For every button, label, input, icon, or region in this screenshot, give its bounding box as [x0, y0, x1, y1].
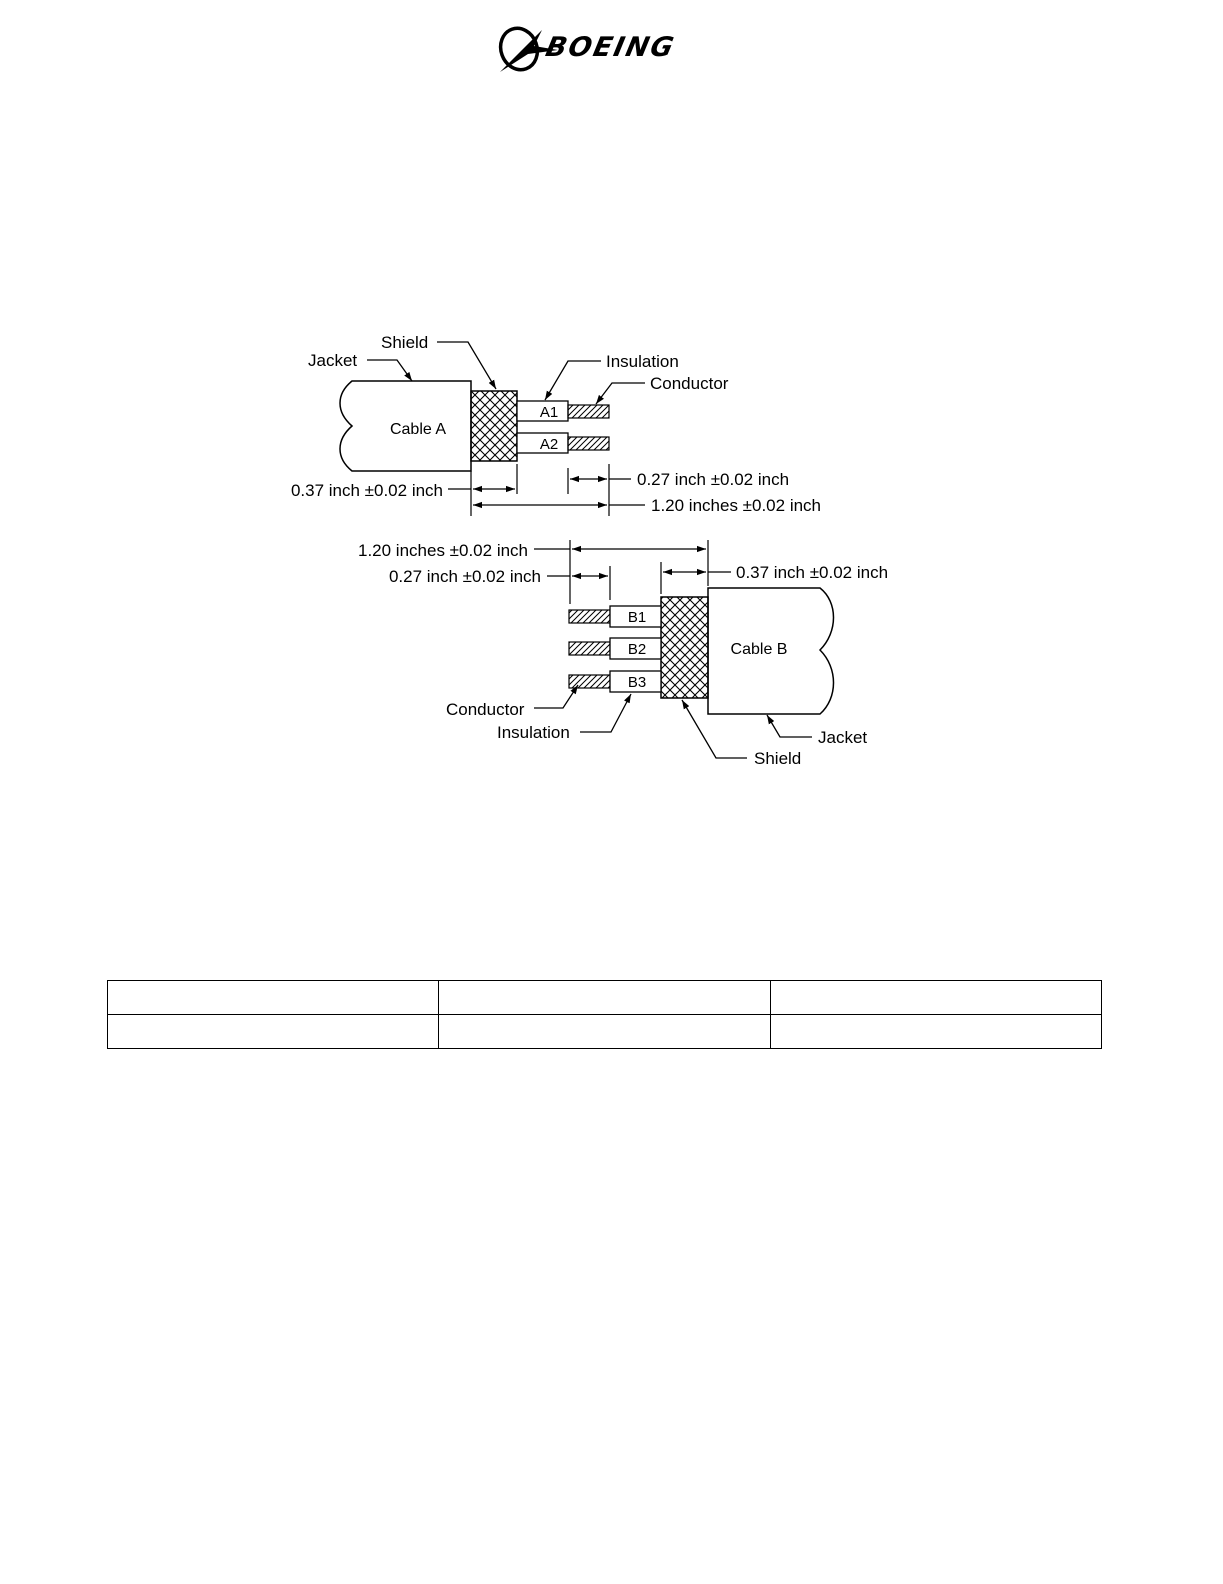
cable-a-name: Cable A	[389, 421, 447, 438]
cable-b-assembly	[358, 540, 888, 768]
wire-b3-conductor	[569, 675, 610, 688]
cable-a-assembly	[291, 333, 821, 516]
cable-b-shield-label: Shield	[754, 749, 802, 768]
wire-b2-label: B2	[627, 641, 647, 658]
cable-b-shield-strip-dim: 0.37 inch ±0.02 inch	[736, 563, 889, 582]
wire-b2-conductor	[569, 642, 610, 655]
cable-a-jacket-label: Jacket	[308, 351, 358, 370]
cable-b-insulation-label: Insulation	[497, 723, 570, 742]
cable-a-insulation-label: Insulation	[606, 352, 679, 371]
table-cell	[770, 1015, 1101, 1049]
table-row	[108, 981, 1102, 1015]
cable-b-total-strip-dim: 1.20 inches ±0.02 inch	[358, 541, 528, 560]
cable-a-shield-label: Shield	[381, 333, 429, 352]
cable-a-dimensions	[448, 464, 645, 516]
table-cell	[770, 981, 1101, 1015]
cable-b-jacket-label: Jacket	[818, 728, 868, 747]
wire-a2-label: A2	[539, 436, 559, 453]
cable-a-shield-strip-dim: 0.37 inch ±0.02 inch	[290, 481, 443, 500]
wire-a1-label: A1	[539, 404, 559, 421]
cable-a-total-strip-dim: 1.20 inches ±0.02 inch	[651, 496, 821, 515]
cable-b-conductor-label: Conductor	[446, 700, 525, 719]
boeing-logo-wordmark: BOEING	[542, 32, 679, 63]
wire-b1-label: B1	[627, 609, 647, 626]
cable-a-conductor-strip-dim: 0.27 inch ±0.02 inch	[637, 470, 790, 489]
table-cell	[108, 981, 439, 1015]
cable-b-shield	[661, 597, 708, 698]
cable-a-conductor-label: Conductor	[650, 374, 729, 393]
cable-a-shield	[471, 391, 517, 461]
table-cell	[108, 1015, 439, 1049]
wire-b3-label: B3	[627, 674, 647, 691]
table-cell	[439, 1015, 770, 1049]
blank-table	[107, 980, 1102, 1049]
cable-b-dimensions	[534, 540, 731, 604]
cable-b-conductor-strip-dim: 0.27 inch ±0.02 inch	[388, 567, 541, 586]
table-row	[108, 1015, 1102, 1049]
table-cell	[439, 981, 770, 1015]
wire-a2-conductor	[568, 437, 609, 450]
wire-a1-conductor	[568, 405, 609, 418]
cable-b-name: Cable B	[730, 641, 788, 658]
wire-b1-conductor	[569, 610, 610, 623]
